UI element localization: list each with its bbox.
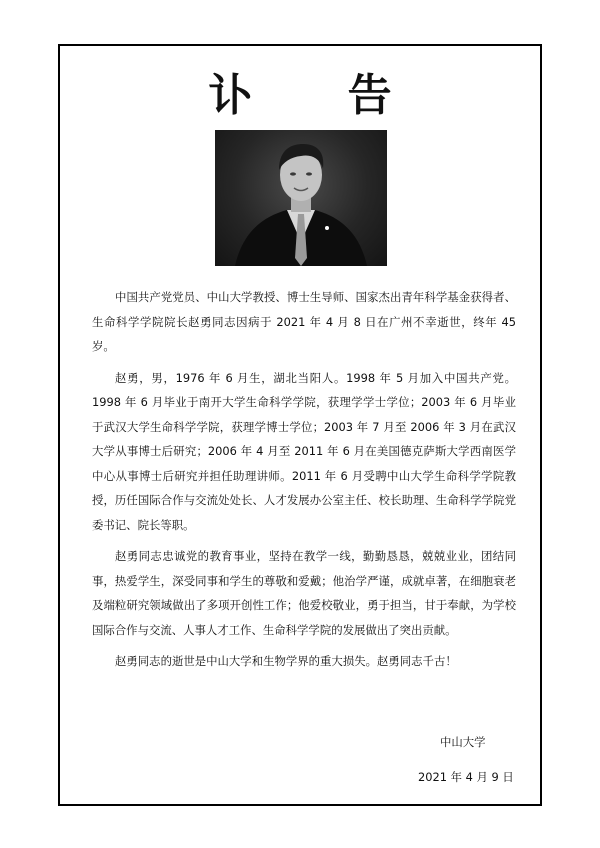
paragraph-closing: 赵勇同志的逝世是中山大学和生物学界的重大损失。赵勇同志千古！ [115, 654, 457, 668]
obituary-body [92, 285, 516, 681]
signature-organization: 中山大学 [440, 735, 486, 749]
paragraph-tribute: 赵勇同志忠诚党的教育事业，坚持在教学一线，勤勤恳恳，兢兢业业，团结同事，热爱学生，深受同事和学生的尊敬和爱戴；他治学严谨，成就卓著，在细胞衰老及端粒研究领域做出了多项开创性工作；他爱校敬业，勇于担当，甘于奉献，为学校国际合作与交流、人事人才工作、生命科学学院的发展做出了突出贡献。 [92, 549, 516, 637]
paragraph-biography: 赵勇，男，1976 年 6 月生，湖北当阳人。1998 年 5 月加入中国共产党。1998 年 6 月毕业于南开大学生命科学学院，获理学学士学位；2003 年 6 月毕业于武汉大学生命科学学院，获理学博士学位；2003 年 7 月至 2006 年 3 月在武汉大学从事博士后研究；2006 年 4 月至 2011 年 6 月在美国德克萨斯大学西南医学中心从事博士后研究并担任助理讲师。2011 年 6 月受聘中山大学生命科学学院教授，历任国际合作与交流处处长、人才发展办公室主任、校长助理、生命科学学院党委书记、院长等职。 [92, 370, 516, 532]
signature-date: 2021 年 4 月 9 日 [418, 770, 514, 784]
paragraph-intro: 中国共产党党员、中山大学教授、博士生导师、国家杰出青年科学基金获得者、生命科学学院院长赵勇同志因病于 2021 年 4 月 8 日在广州不幸逝世，终年 45 岁。 [92, 290, 516, 353]
portrait-photo [215, 130, 387, 266]
page-title: 讣 告 [208, 70, 432, 121]
